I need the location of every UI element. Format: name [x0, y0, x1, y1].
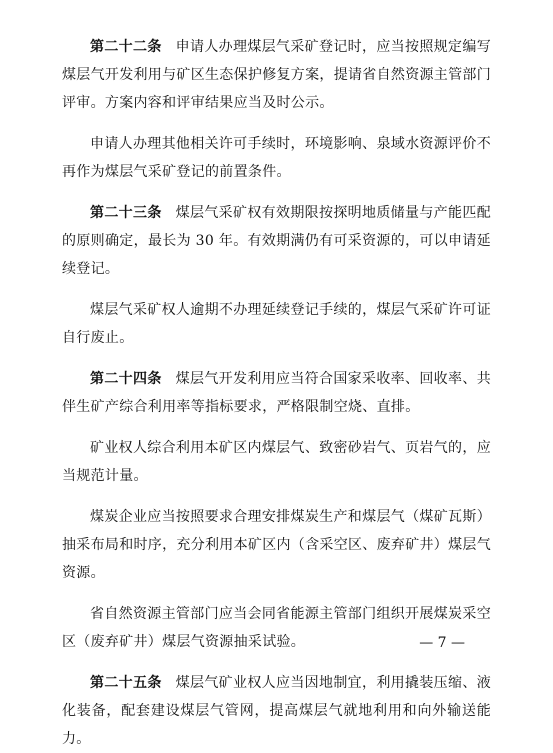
paragraph-text: 煤炭企业应当按照要求合理安排煤炭生产和煤层气（煤矿瓦斯）抽采布局和时序，充分利用本矿区内（含采空区、废弃矿井）煤层气资源。: [62, 509, 491, 581]
paragraph-article-24-cont-2: [62, 503, 491, 587]
paragraph-article-25: [62, 669, 491, 753]
paragraph-article-23: [62, 199, 491, 283]
article-number: 第二十二条: [90, 39, 162, 55]
page-number: — 7 —: [419, 635, 465, 651]
paragraph-article-22-cont: [62, 130, 491, 186]
paragraph-text: 矿业权人综合利用本矿区内煤层气、致密砂岩气、页岩气的，应当规范计量。: [62, 440, 491, 484]
paragraph-text: 煤层气开发利用应当符合国家采收率、回收率、共伴生矿产综合利用率等指标要求，严格限制空烧、直排。: [62, 371, 491, 415]
paragraph-article-22: [62, 33, 491, 117]
article-number: 第二十三条: [90, 205, 162, 221]
article-number: 第二十五条: [90, 675, 162, 691]
paragraph-text: 申请人办理其他相关许可手续时，环境影响、泉域水资源评价不再作为煤层气采矿登记的前置条件。: [62, 136, 491, 180]
paragraph-text: 煤层气采矿权人逾期不办理延续登记手续的，煤层气采矿许可证自行废止。: [62, 302, 491, 346]
paragraph-text: 煤层气采矿权有效期限按探明地质储量与产能匹配的原则确定，最长为 30 年。有效期满仍有可采资源的，可以申请延续登记。: [62, 205, 491, 277]
paragraph-article-24-cont-1: [62, 434, 491, 490]
article-number: 第二十四条: [90, 371, 162, 387]
paragraph-text: 煤层气矿业权人应当因地制宜，利用撬装压缩、液化装备，配套建设煤层气管网，提高煤层气就地利用和向外输送能力。: [62, 675, 491, 747]
paragraph-text: 省自然资源主管部门应当会同省能源主管部门组织开展煤炭采空区（废弃矿井）煤层气资源抽采试验。: [62, 606, 491, 650]
paragraph-article-24: [62, 365, 491, 421]
paragraph-article-23-cont: [62, 296, 491, 352]
paragraph-text: 申请人办理煤层气采矿登记时，应当按照规定编写煤层气开发利用与矿区生态保护修复方案，提请省自然资源主管部门评审。方案内容和评审结果应当及时公示。: [62, 39, 491, 111]
